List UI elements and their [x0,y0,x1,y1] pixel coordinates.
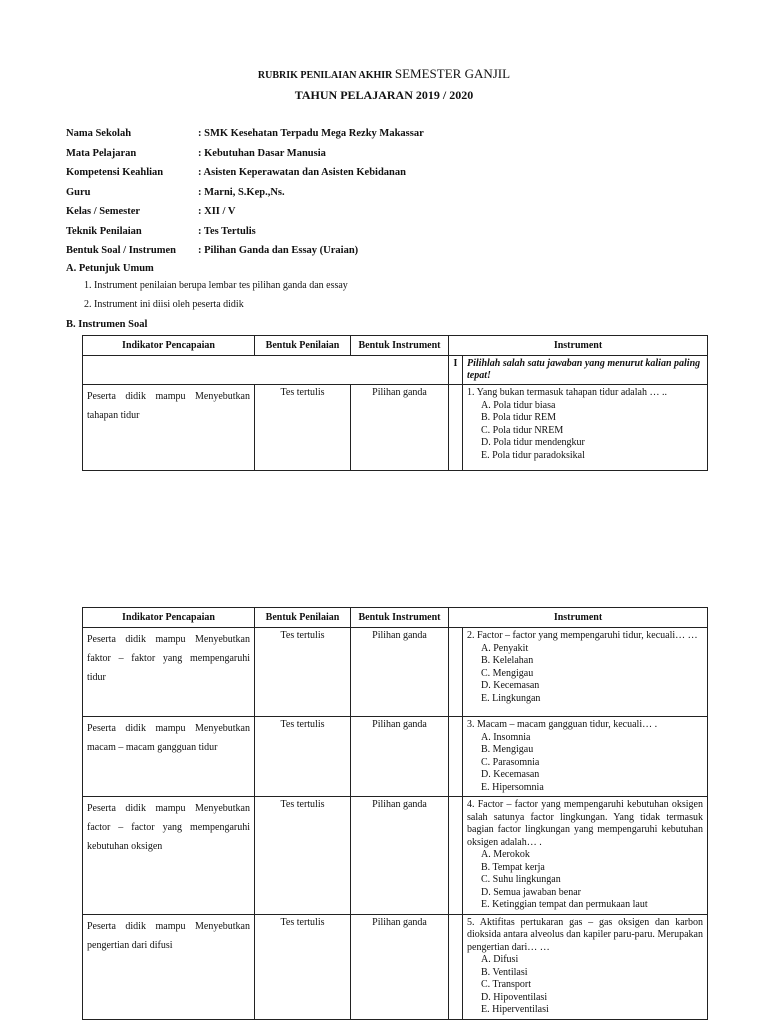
assessment-cell: Tes tertulis [255,797,351,915]
assessment-cell: Tes tertulis [255,628,351,717]
table-row [83,628,708,717]
question-stem: 3. Macam – macam gangguan tidur, kecuali… . [467,719,658,730]
answer-option: A. Pola tidur biasa [481,399,556,411]
question-stem: 2. Factor – factor yang mempengaruhi tidur, kecuali… … [467,630,698,641]
header-assessment: Bentuk Penilaian [255,336,351,356]
table-row [83,717,708,797]
instrument-type-cell: Pilihan ganda [351,717,449,797]
answer-option: D. Kecemasan [481,680,540,691]
indicator-cell: Peserta didik mampu Menyebutkan factor – factor yang mempengaruhi kebutuhan oksigen [83,797,255,915]
header-indicator: Indikator Pencapaian [83,608,255,628]
answer-option: D. Hipoventilasi [481,991,548,1003]
answer-option: B. Ventilasi [481,966,528,978]
instrument-table-2 [82,607,708,1020]
answer-option: D. Kecemasan [481,769,540,780]
info-row: Kompetensi Keahlian : Asisten Keperawatan dan Asisten Kebidanan [66,167,406,178]
header-instrument: Instrument [449,608,708,628]
info-row: Mata Pelajaran : Kebutuhan Dasar Manusia [66,147,326,159]
answer-option: A. Insomnia [481,731,531,743]
header-indicator: Indikator Pencapaian [83,336,255,356]
answer-option: E. Pola tidur paradoksikal [481,449,585,461]
section-instruction: Pilihlah salah satu jawaban yang menurut kalian paling tepat! [463,356,708,385]
list-item: 1. Instrument penilaian berupa lembar tes pilihan ganda dan essay [84,280,348,291]
table-row [83,797,708,915]
section-number: I [449,356,463,385]
answer-option: C. Parasomnia [481,756,540,768]
header-instrument: Instrument [449,336,708,356]
question-cell [463,797,708,915]
table-header-row [83,336,708,356]
header-instrument-type: Bentuk Instrument [351,336,449,356]
info-row: Nama Sekolah : SMK Kesehatan Terpadu Mega Rezky Makassar [66,128,424,139]
question-cell [463,717,708,797]
answer-option: B. Mengigau [481,744,534,755]
assessment-cell: Tes tertulis [255,717,351,797]
section-b-title: B. Instrumen Soal [66,319,148,330]
indicator-cell: Peserta didik mampu Menyebutkan pengertian dari difusi [83,914,255,1019]
instrument-type-cell: Pilihan ganda [351,914,449,1019]
table-row [83,385,708,471]
info-row: Bentuk Soal / Instrumen : Pilihan Ganda dan Essay (Uraian) [66,245,359,256]
answer-option: E. Ketinggian tempat dan permukaan laut [481,899,648,910]
document-title [0,66,768,82]
question-cell [463,628,708,717]
instrument-type-cell: Pilihan ganda [351,628,449,717]
answer-option: B. Kelelahan [481,655,534,666]
section-row [83,356,708,385]
answer-option: A. Merokok [481,849,530,860]
question-stem: 5. Aktifitas pertukaran gas – gas oksigen dan karbon dioksida antara alveolus dan kapiler paru-paru. Merupakan pengertian dari… … [467,916,703,953]
academic-year: TAHUN PELAJARAN 2019 / 2020 [294,88,474,102]
instrument-table-1 [82,335,708,471]
assessment-cell: Tes tertulis [255,385,351,471]
info-row: Guru : Marni, S.Kep.,Ns. [66,186,285,198]
indicator-cell: Peserta didik mampu Menyebutkan macam – macam gangguan tidur [83,717,255,797]
answer-option: A. Difusi [481,954,519,965]
general-instructions-list [84,280,348,318]
answer-option: C. Suhu lingkungan [481,874,561,885]
assessment-cell: Tes tertulis [255,914,351,1019]
header-instrument-type: Bentuk Instrument [351,608,449,628]
question-stem: 4. Factor – factor yang mempengaruhi kebutuhan oksigen salah satunya factor lingkungan. Yang tidak termasuk bagian factor lingkungan yang mempengaruhi kebutuhan oksigen adalah… . [467,799,703,848]
answer-option: C. Mengigau [481,667,534,679]
answer-option: D. Semua jawaban benar [481,886,581,898]
list-item: 2. Instrument ini diisi oleh peserta didik [84,299,244,310]
answer-option: A. Penyakit [481,642,529,654]
indicator-cell: Peserta didik mampu Menyebutkan tahapan tidur [83,385,255,471]
instrument-type-cell: Pilihan ganda [351,797,449,915]
title-big: SEMESTER GANJIL [394,66,511,81]
answer-option: E. Lingkungan [481,692,541,704]
identity-block [66,128,706,265]
question-cell [463,914,708,1019]
answer-option: C. Transport [481,979,532,990]
answer-option: B. Pola tidur REM [481,412,557,423]
question-cell [463,385,708,471]
header-assessment: Bentuk Penilaian [255,608,351,628]
section-a-title: A. Petunjuk Umum [66,263,154,274]
answer-option: C. Pola tidur NREM [481,424,564,436]
answer-option: D. Pola tidur mendengkur [481,437,585,448]
table-header-row [83,608,708,628]
instrument-type-cell: Pilihan ganda [351,385,449,471]
indicator-cell: Peserta didik mampu Menyebutkan faktor – faktor yang mempengaruhi tidur [83,628,255,717]
table-row [83,914,708,1019]
answer-option: E. Hipersomnia [481,781,544,793]
answer-option: E. Hiperventilasi [481,1004,549,1015]
info-row: Teknik Penilaian : Tes Tertulis [66,225,256,237]
question-stem: 1. Yang bukan termasuk tahapan tidur adalah … .. [467,387,667,398]
title-small: RUBRIK PENILAIAN AKHIR [257,70,393,81]
answer-option: B. Tempat kerja [481,861,545,873]
info-row: Kelas / Semester : XII / V [66,206,236,217]
